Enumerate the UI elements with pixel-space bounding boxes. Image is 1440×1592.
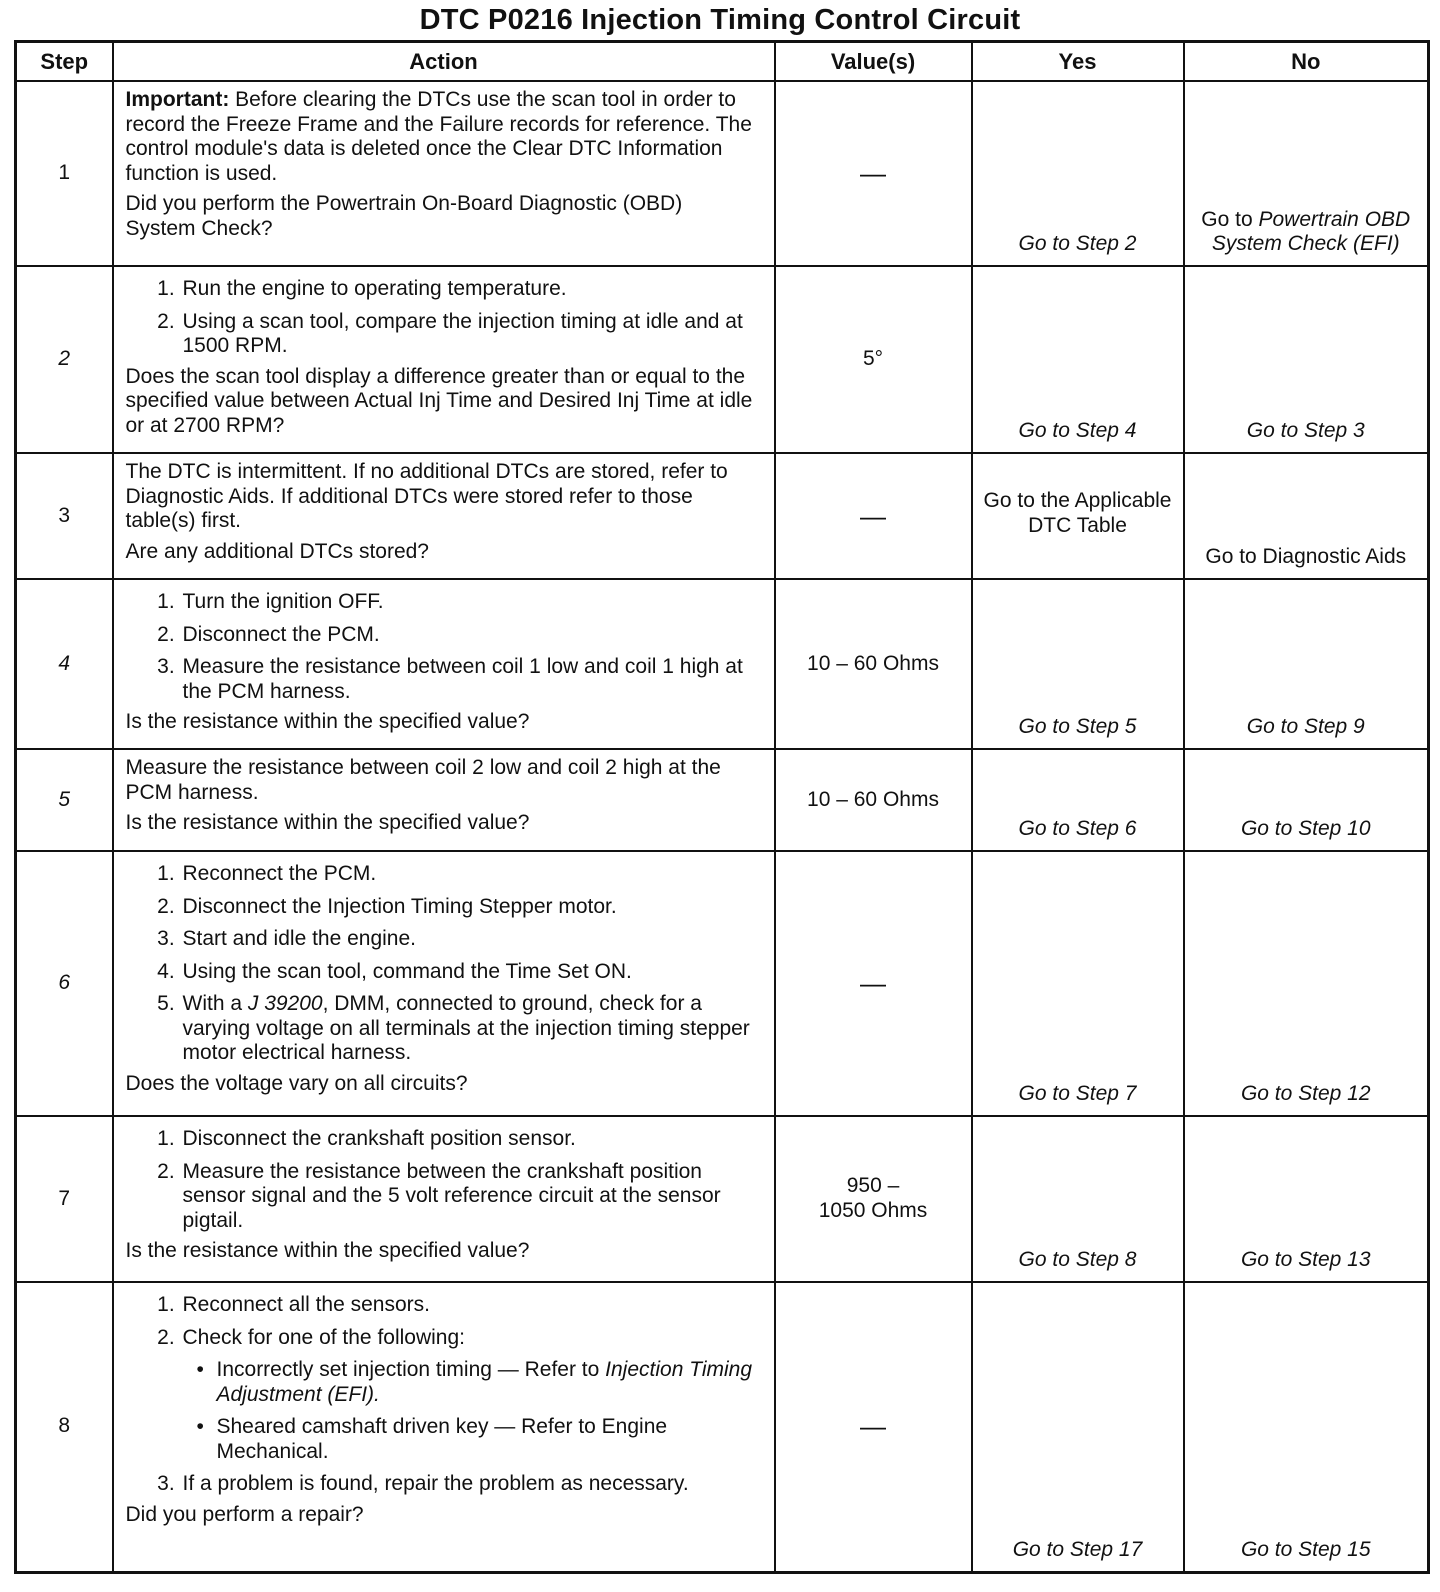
list-item: 3. If a problem is found, repair the problem as necessary. bbox=[181, 1472, 756, 1497]
table-header-row bbox=[16, 42, 1429, 82]
bullet-item: • Sheared camshaft driven key — Refer to Engine Mechanical. bbox=[215, 1415, 756, 1464]
list-item: 2. Measure the resistance between the crankshaft position sensor signal and the 5 volt reference circuit at the sensor pigtail. bbox=[181, 1160, 756, 1234]
yes-link[interactable]: Go to Step 17 bbox=[972, 1282, 1184, 1572]
important-note bbox=[126, 88, 756, 186]
table-row bbox=[16, 81, 1429, 266]
yes-link[interactable]: Go to Step 6 bbox=[972, 749, 1184, 851]
procedure-list bbox=[126, 590, 756, 704]
diagnostic-table bbox=[14, 40, 1430, 1574]
table-row bbox=[16, 1116, 1429, 1282]
table-row bbox=[16, 1282, 1429, 1572]
no-link[interactable]: Go to Step 13 bbox=[1184, 1116, 1429, 1282]
table-row bbox=[16, 266, 1429, 453]
list-item: 4. Using the scan tool, command the Time Set ON. bbox=[181, 960, 756, 985]
value-cell: — bbox=[775, 453, 972, 579]
important-text: Before clearing the DTCs use the scan tool in order to record the Freeze Frame and the Failure records for reference. The control module's data is deleted once the Clear DTC Information function is used. bbox=[125, 88, 752, 185]
step-number: 8 bbox=[16, 1282, 113, 1572]
header-values: Value(s) bbox=[775, 42, 972, 82]
value-cell: — bbox=[775, 81, 972, 266]
yes-link[interactable]: Go to Step 4 bbox=[972, 266, 1184, 453]
list-item: 1. Reconnect the PCM. bbox=[181, 862, 756, 887]
no-link[interactable]: Go to Step 9 bbox=[1184, 579, 1429, 749]
yes-link[interactable]: Go to Step 5 bbox=[972, 579, 1184, 749]
action-cell bbox=[113, 1116, 775, 1282]
step-number: 5 bbox=[16, 749, 113, 851]
action-cell bbox=[113, 1282, 775, 1572]
list-item: 1. Disconnect the crankshaft position sensor. bbox=[181, 1127, 756, 1152]
question-text: Is the resistance within the specified value? bbox=[125, 710, 530, 734]
action-cell bbox=[113, 81, 775, 266]
question-text: Are any additional DTCs stored? bbox=[125, 539, 429, 563]
no-link[interactable]: Go to Step 10 bbox=[1184, 749, 1429, 851]
no-link[interactable]: Go to Step 3 bbox=[1184, 266, 1429, 453]
value-cell: 10 – 60 Ohms bbox=[775, 579, 972, 749]
info-text: The DTC is intermittent. If no additional DTCs are stored, refer to Diagnostic Aids. If additional DTCs were stored refer to those table(s) first. bbox=[125, 460, 728, 533]
header-yes: Yes bbox=[972, 42, 1184, 82]
question-text: Did you perform a repair? bbox=[125, 1502, 364, 1526]
action-cell bbox=[113, 851, 775, 1116]
list-item: 2. Disconnect the Injection Timing Stepper motor. bbox=[181, 895, 756, 920]
step-number: 3 bbox=[16, 453, 113, 579]
question-text: Does the voltage vary on all circuits? bbox=[125, 1071, 468, 1095]
table-row bbox=[16, 851, 1429, 1116]
value-cell: 10 – 60 Ohms bbox=[775, 749, 972, 851]
question-text: Is the resistance within the specified value? bbox=[125, 1239, 530, 1263]
list-item: 1. Run the engine to operating temperature. bbox=[181, 277, 756, 302]
yes-link[interactable]: Go to Step 7 bbox=[972, 851, 1184, 1116]
list-item: 1. Turn the ignition OFF. bbox=[181, 590, 756, 615]
question-text: Does the scan tool display a difference greater than or equal to the specified value between Actual Inj Time and Desired Inj Time at idle or at 2700 RPM? bbox=[125, 364, 753, 437]
procedure-list bbox=[126, 1127, 756, 1233]
table-row bbox=[16, 579, 1429, 749]
action-cell bbox=[113, 749, 775, 851]
list-item: 2. Check for one of the following: • Incorrectly set injection timing — Refer to Injection Timing Adjustment (EFI). • Sheared camshaft driven key — Refer to Engine Mechanical. bbox=[181, 1326, 756, 1465]
value-cell: 950 – 1050 Ohms bbox=[775, 1116, 972, 1282]
table-row bbox=[16, 453, 1429, 579]
procedure-list bbox=[126, 277, 756, 359]
procedure-list bbox=[126, 862, 756, 1066]
value-cell: — bbox=[775, 1282, 972, 1572]
bullet-list bbox=[183, 1358, 756, 1464]
action-cell bbox=[113, 579, 775, 749]
header-no: No bbox=[1184, 42, 1429, 82]
step-number: 1 bbox=[16, 81, 113, 266]
step-number: 7 bbox=[16, 1116, 113, 1282]
list-item: 2. Disconnect the PCM. bbox=[181, 623, 756, 648]
no-link[interactable]: Go to Powertrain OBD System Check (EFI) bbox=[1184, 81, 1429, 266]
question-text: Did you perform the Powertrain On-Board Diagnostic (OBD) System Check? bbox=[125, 192, 683, 240]
reference-link[interactable]: Injection Timing Adjustment (EFI). bbox=[216, 1358, 753, 1406]
action-cell bbox=[113, 266, 775, 453]
list-item: 3. Measure the resistance between coil 1 low and coil 1 high at the PCM harness. bbox=[181, 655, 756, 704]
action-cell bbox=[113, 453, 775, 579]
procedure-list bbox=[126, 1293, 756, 1497]
table-row bbox=[16, 749, 1429, 851]
info-text: Measure the resistance between coil 2 low and coil 2 high at the PCM harness. bbox=[125, 756, 721, 804]
question-text: Is the resistance within the specified value? bbox=[125, 811, 530, 835]
yes-link[interactable]: Go to the Applicable DTC Table bbox=[972, 453, 1184, 579]
list-item: 2. Using a scan tool, compare the injection timing at idle and at 1500 RPM. bbox=[181, 310, 756, 359]
yes-link[interactable]: Go to Step 8 bbox=[972, 1116, 1184, 1282]
header-step: Step bbox=[16, 42, 113, 82]
tool-reference: J 39200 bbox=[247, 992, 323, 1016]
list-item: 3. Start and idle the engine. bbox=[181, 927, 756, 952]
list-item: 5. With a J 39200, DMM, connected to ground, check for a varying voltage on all terminals at the injection timing stepper motor electrical harness. bbox=[181, 992, 756, 1066]
value-cell: — bbox=[775, 851, 972, 1116]
no-link[interactable]: Go to Diagnostic Aids bbox=[1184, 453, 1429, 579]
no-link[interactable]: Go to Step 12 bbox=[1184, 851, 1429, 1116]
step-number: 2 bbox=[16, 266, 113, 453]
list-item: 1. Reconnect all the sensors. bbox=[181, 1293, 756, 1318]
yes-link[interactable]: Go to Step 2 bbox=[972, 81, 1184, 266]
header-action: Action bbox=[113, 42, 775, 82]
important-label: Important: bbox=[125, 88, 230, 111]
no-link[interactable]: Go to Step 15 bbox=[1184, 1282, 1429, 1572]
step-number: 6 bbox=[16, 851, 113, 1116]
step-number: 4 bbox=[16, 579, 113, 749]
page-title: DTC P0216 Injection Timing Control Circuit bbox=[419, 4, 1021, 36]
bullet-item: • Incorrectly set injection timing — Refer to Injection Timing Adjustment (EFI). bbox=[215, 1358, 756, 1407]
value-cell: 5° bbox=[775, 266, 972, 453]
